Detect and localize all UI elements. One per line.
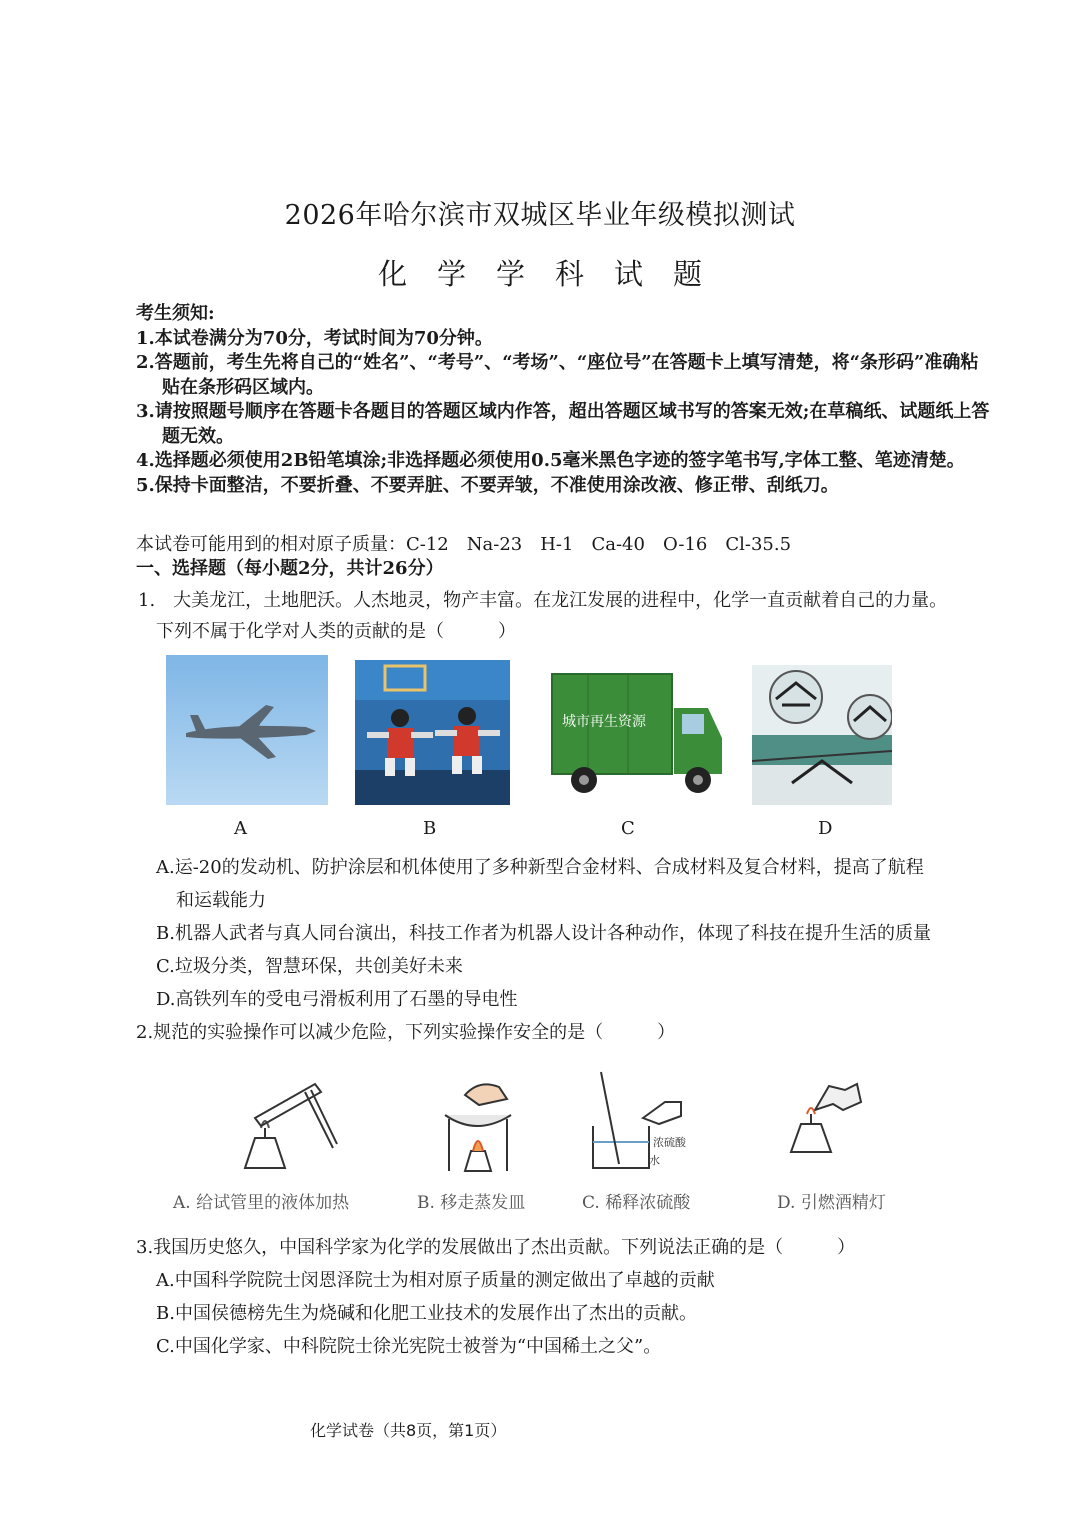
q3-option-b: B.中国侯德榜先生为烧碱和化肥工业技术的发展作出了杰出的贡献。 — [156, 1303, 697, 1324]
atomic-masses: 本试卷可能用到的相对原子质量：C-12 Na-23 H-1 Ca-40 O-16 Cl-35.5 — [136, 534, 792, 555]
notice-item: 4.选择题必须使用2B铅笔填涂;非选择题必须使用0.5毫米黑色字迹的签字笔书写,字体工整、笔迹清楚。 — [136, 450, 965, 471]
q2-caption-a: A. 给试管里的液体加热 — [173, 1193, 350, 1213]
q1-option-b: B.机器人武者与真人同台演出，科技工作者为机器人设计各种动作，体现了科技在提升生活的质量 — [156, 923, 931, 944]
section-title: 一、选择题（每小题2分，共计26分） — [136, 558, 444, 579]
label-water: 水 — [649, 1154, 660, 1167]
q1-stem-line1: 1. 大美龙江，土地肥沃。人杰地灵，物产丰富。在龙江发展的进程中，化学一直贡献着自己的力量。 — [138, 590, 948, 611]
notice-item: 5.保持卡面整洁，不要折叠、不要弄脏、不要弄皱，不准使用涂改液、修正带、刮纸刀。 — [136, 474, 839, 496]
q1-stem-line2: 下列不属于化学对人类的贡献的是（ ） — [156, 621, 516, 642]
q1-label-a: A — [234, 818, 247, 839]
candidate-notice — [136, 302, 996, 498]
page-footer: 化学试卷（共8页，第1页） — [310, 1421, 507, 1440]
notice-item: 3.请按照题号顺序在答题卡各题目的答题区域内作答，超出答题区域书写的答案无效;在草稿纸、试题纸上答题无效。 — [136, 401, 990, 447]
q2-image-a-heating-test-tube — [225, 1078, 340, 1176]
q2-image-c-dilute-acid — [585, 1068, 705, 1174]
exam-subtitle: 化学学科试题 — [377, 257, 732, 291]
notice-heading: 考生须知: — [136, 303, 215, 324]
q2-caption-d: D. 引燃酒精灯 — [777, 1193, 886, 1213]
truck-text: 城市再生资源 — [562, 714, 646, 730]
q1-option-d: D.高铁列车的受电弓滑板利用了石墨的导电性 — [156, 989, 518, 1010]
q1-option-c: C.垃圾分类，智慧环保，共创美好未来 — [156, 956, 463, 977]
q2-stem: 2.规范的实验操作可以减少危险，下列实验操作安全的是（ ） — [136, 1022, 676, 1043]
q2-caption-c: C. 稀释浓硫酸 — [582, 1193, 691, 1213]
q3-option-c: C.中国化学家、中科院院士徐光宪院士被誉为“中国稀土之父”。 — [156, 1336, 662, 1357]
q2-caption-b: B. 移走蒸发皿 — [417, 1193, 526, 1213]
q1-image-b-robots — [355, 660, 510, 805]
exam-title: 2026年哈尔滨市双城区毕业年级模拟测试 — [284, 200, 796, 231]
q1-image-a-aircraft — [166, 655, 328, 805]
q1-option-a: A.运-20的发动机、防护涂层和机体使用了多种新型合金材料、合成材料及复合材料，提高了航程 — [156, 857, 924, 878]
q2-image-b-evaporating-dish — [435, 1075, 520, 1175]
q1-label-b: B — [423, 818, 437, 839]
q1-label-c: C — [621, 818, 635, 839]
label-concentrated-acid: 浓硫酸 — [653, 1136, 686, 1149]
q3-option-a: A.中国科学院院士闵恩泽院士为相对原子质量的测定做出了卓越的贡献 — [156, 1270, 715, 1291]
q1-image-d-pantograph — [752, 665, 892, 805]
notice-item: 2.答题前，考生先将自己的“姓名”、“考号”、“考场”、“座位号”在答题卡上填写清楚，将“条形码”准确粘贴在条形码区域内。 — [136, 352, 979, 398]
q1-option-a-cont: 和运载能力 — [176, 890, 266, 911]
q1-label-d: D — [818, 818, 833, 839]
notice-item: 1.本试卷满分为70分，考试时间为70分钟。 — [136, 327, 493, 349]
q1-image-c-truck — [548, 668, 728, 805]
q2-image-d-alcohol-lamp — [785, 1080, 865, 1160]
q3-stem: 3.我国历史悠久，中国科学家为化学的发展做出了杰出贡献。下列说法正确的是（ ） — [136, 1237, 856, 1258]
